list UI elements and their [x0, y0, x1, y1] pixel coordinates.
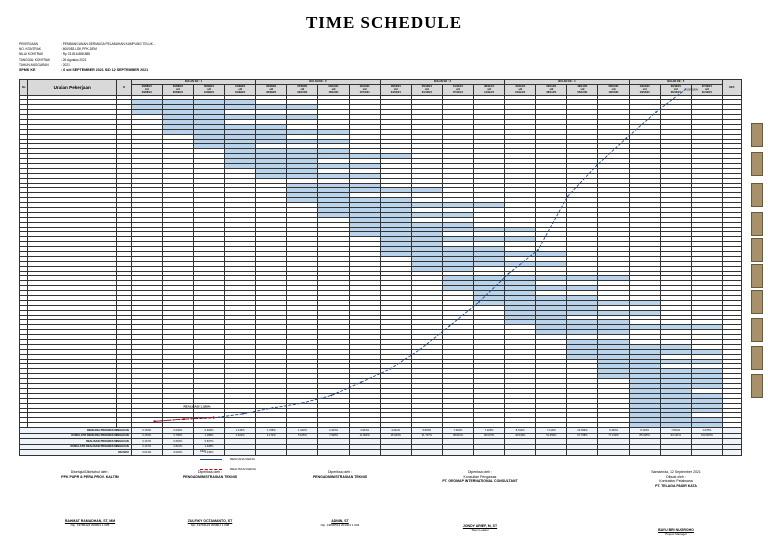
- signature-role: Diperiksa oleh :: [327, 470, 353, 474]
- meta-value: : 600/083.LDK.PPK-DEM: [61, 47, 97, 52]
- signature-nip: Nip. 19830513 201001 1 004: [320, 523, 360, 528]
- week-line: 26/09/21: [266, 91, 277, 95]
- summary-value: 93.141%: [660, 433, 691, 439]
- meta-key: TANGGAL KONTRAK: [19, 57, 51, 62]
- summary-value: 0.654%: [162, 439, 193, 445]
- summary-value: 0.139%: [193, 450, 224, 456]
- signature-org-line: Kontraktor Pelaksana: [659, 479, 693, 484]
- page-title: TIME SCHEDULE: [305, 13, 463, 32]
- summary-value: [629, 450, 660, 456]
- week-header: [567, 84, 598, 95]
- week-header: [474, 84, 505, 95]
- margin-tab: [751, 238, 763, 262]
- week-line: s/d: [269, 88, 274, 92]
- week-header: [287, 84, 318, 95]
- week-line: 24/10/21: [390, 91, 401, 95]
- week-line: 04/10/21: [328, 84, 339, 88]
- week-line: 18/10/21: [390, 84, 401, 88]
- signature-org: PENGADMINISTRASIAN TEKNIS: [312, 474, 368, 479]
- month-header: BULAN KE : 1: [131, 80, 255, 85]
- summary-value: 36.037%: [474, 433, 505, 439]
- week-line: 13/12/21: [639, 84, 650, 88]
- signature-nip: Project Manager: [664, 532, 687, 537]
- week-line: 26/12/21: [670, 91, 681, 95]
- week-line: 20/09/21: [266, 84, 277, 88]
- summary-value: 51.659%: [536, 433, 567, 439]
- summary-value: 16.099%: [567, 428, 598, 434]
- week-line: s/d: [144, 88, 149, 92]
- margin-tab: [751, 290, 763, 314]
- summary-value: 0.795%: [162, 433, 193, 439]
- summary-value: [380, 450, 411, 456]
- summary-value: [442, 450, 473, 456]
- summary-row: [20, 450, 742, 456]
- month-header: BULAN KE : 3: [380, 80, 504, 85]
- summary-value: 9.452%: [598, 428, 629, 434]
- week-line: s/d: [393, 88, 398, 92]
- signature-space: [420, 484, 540, 524]
- signature-name: BAYU BRI NUGROHO: [658, 528, 694, 533]
- summary-value: [318, 450, 349, 456]
- legend-rencana-label: RENCANA KERJA: [230, 457, 256, 461]
- month-header: BULAN KE : 4: [505, 80, 629, 85]
- meta-key: NILAI KONTRAK: [19, 52, 44, 57]
- summary-value: 100.000%: [691, 433, 722, 439]
- week-line: 29/08/21: [141, 91, 152, 95]
- signature-space: [150, 479, 270, 519]
- signature-name: JONDY ARIEF, M, ST: [462, 523, 498, 528]
- summary-value: 8.115%: [629, 428, 660, 434]
- week-line: s/d: [176, 88, 180, 92]
- week-line: 10/10/21: [328, 91, 339, 95]
- schedule-table: [19, 79, 742, 456]
- summary-value: 0.642%: [162, 428, 193, 434]
- week-header: [691, 84, 722, 95]
- margin-tab: [751, 183, 763, 207]
- signature-org-line: Dibuat oleh :: [666, 474, 686, 479]
- summary-value: 0.153%: [131, 433, 162, 439]
- week-header: [349, 84, 380, 95]
- summary-value: 7.226%: [474, 428, 505, 434]
- week-line: 05/09/21: [172, 91, 183, 95]
- week-header: [131, 84, 162, 95]
- col-ket-header: KET.: [722, 80, 741, 96]
- week-line: 22/11/21: [546, 84, 557, 88]
- summary-value: 44.549%: [505, 433, 536, 439]
- week-line: 14/11/21: [484, 91, 495, 95]
- week-header: [193, 84, 224, 95]
- month-header: BULAN KE : 2: [256, 80, 380, 85]
- signature-role: Diperiksa oleh :: [197, 470, 223, 474]
- week-line: s/d: [580, 88, 585, 92]
- signature-org: PPK PUPR & PERA PROV. KALTIM: [61, 474, 119, 479]
- week-line: 12/09/21: [203, 91, 215, 95]
- legend-realisasi-label: REALISASI KERJA: [230, 467, 257, 471]
- summary-value: 8.512%: [505, 428, 536, 434]
- summary-value: 7.816%: [660, 428, 691, 434]
- col-pct-header: %: [117, 80, 132, 96]
- signature-nip: Team Leader: [471, 527, 489, 532]
- summary-value: 77.210%: [598, 433, 629, 439]
- signature: [420, 470, 540, 532]
- summary-value: 0.167%: [131, 444, 162, 450]
- summary-value: 7.064%: [442, 428, 473, 434]
- meta-key: PEKERJAAN: [19, 42, 38, 46]
- signature-name: ZULFIKY OCTAMANTO, ST: [187, 519, 233, 524]
- meta-key: SPMK KE: [19, 68, 36, 73]
- summary-ket: [722, 450, 741, 456]
- meta-value: : 2021: [61, 62, 70, 67]
- week-line: 01/11/21: [452, 84, 463, 88]
- summary-value: 1.328%: [193, 444, 224, 450]
- signature: [280, 470, 400, 527]
- week-header: [442, 84, 473, 95]
- signature-nip: Nip. 19791123 200801 1 008: [190, 523, 230, 528]
- week-line: s/d: [456, 88, 460, 92]
- margin-tab: [751, 264, 763, 288]
- summary-value: 2.323%: [318, 428, 349, 434]
- summary-value: 0.026%: [162, 450, 193, 456]
- signature-org-line: Konsultan Pengawas: [463, 474, 497, 479]
- week-line: 30/08/21: [172, 84, 183, 88]
- margin-tab: [751, 123, 763, 147]
- signature-space: [30, 479, 150, 519]
- summary-value: 0.167%: [131, 439, 162, 445]
- week-line: 17/10/21: [359, 91, 370, 95]
- meta-value: : Rp 23.816.888.888: [61, 52, 90, 57]
- summary-label: DEVIASI: [20, 450, 132, 456]
- signature-space: [616, 488, 736, 528]
- week-line: 31/10/21: [421, 91, 432, 95]
- summary-value: 7.110%: [536, 428, 567, 434]
- signature-nip: Nip. 19780424 200801 1 005: [70, 523, 110, 528]
- summary-value: 7.938%: [318, 433, 349, 439]
- week-line: 08/11/21: [484, 84, 495, 88]
- summary-value: [474, 450, 505, 456]
- meta-value: : 26 Agustus 2021: [61, 57, 87, 62]
- week-line: 15/11/21: [515, 84, 526, 88]
- signature: [616, 470, 736, 536]
- meta-value: : PEMBANGUNAN DERMAGA PELABUHAN KAMPUNG TELUK...: [61, 42, 156, 46]
- margin-tab: [751, 374, 763, 398]
- margin-tab: [751, 318, 763, 342]
- week-line: 12/12/21: [608, 91, 619, 95]
- plan-end-label: 100.000%: [686, 88, 699, 92]
- margin-tab: [751, 152, 763, 176]
- margin-tab: [751, 212, 763, 236]
- week-header: [411, 84, 442, 95]
- week-line: 20/12/21: [670, 84, 681, 88]
- signature-org: PT. TELAGA PASIR KATA: [655, 483, 697, 488]
- week-header: [225, 84, 256, 95]
- summary-value: 3.964%: [349, 428, 380, 434]
- summary-value: 5.615%: [287, 433, 318, 439]
- week-header: [505, 84, 536, 95]
- meta-key: NO. KONTRAK: [19, 47, 41, 52]
- week-line: 19/09/21: [235, 91, 246, 95]
- week-header: [318, 84, 349, 95]
- summary-value: 4.042%: [380, 428, 411, 434]
- week-line: 06/12/21: [608, 84, 619, 88]
- summary-value: 0.507%: [193, 439, 224, 445]
- week-line: s/d: [642, 88, 647, 92]
- week-header: [380, 84, 411, 95]
- signature-role: Samarinda, 12 September 2021: [651, 470, 701, 474]
- signature-org: PT. GEOMAP INTERNATIONAL CONSULTANT: [442, 479, 518, 484]
- signature: [30, 470, 150, 527]
- week-line: 25/10/21: [421, 84, 432, 88]
- summary-value: [660, 450, 691, 456]
- week-line: s/d: [549, 88, 554, 92]
- summary-value: [349, 450, 380, 456]
- summary-value: [567, 450, 598, 456]
- summary-value: [411, 450, 442, 456]
- col-uraian-header: Uraian Pekerjaan: [28, 80, 117, 96]
- summary-value: 0.821%: [162, 444, 193, 450]
- meta-row: [19, 68, 221, 73]
- week-line: 19/12/21: [639, 91, 650, 95]
- week-header: [660, 84, 691, 95]
- summary-value: [505, 450, 536, 456]
- summary-value: 5.803%: [411, 428, 442, 434]
- signature-name: RAHMAT RAMADHAN, ST, MM: [64, 519, 116, 524]
- week-line: 11/10/21: [359, 84, 370, 88]
- summary-value: [536, 450, 567, 456]
- summary-value: [256, 450, 287, 456]
- summary-value: 67.758%: [567, 433, 598, 439]
- week-line: s/d: [611, 88, 616, 92]
- summary-label: RENCANA PROGRES MINGGUAN: [20, 428, 132, 434]
- margin-tab: [751, 346, 763, 370]
- summary-value: 2.404%: [225, 433, 256, 439]
- signature-name: ADNIN, ST: [331, 519, 349, 524]
- summary-value: 85.325%: [629, 433, 660, 439]
- summary-value: 1.443%: [287, 428, 318, 434]
- week-line: 27/12/21: [701, 84, 712, 88]
- week-header: [629, 84, 660, 95]
- week-line: s/d: [300, 88, 305, 92]
- realisasi-callout: REALISASI 1.328%: [183, 404, 211, 409]
- signature-space: [280, 479, 400, 519]
- meta-value: : 6 s/d SEPTEMBER 2021 S/D 12 SEPTEMBER 2021: [61, 68, 149, 73]
- week-line: 27/09/21: [297, 84, 308, 88]
- week-header: [256, 84, 287, 95]
- summary-label: KUMULATIF RENCANA PROGRES MINGGUAN: [20, 433, 132, 439]
- summary-value: 4.172%: [256, 433, 287, 439]
- signature-role: Disetujui/Diketahui oleh :: [70, 470, 110, 474]
- week-line: 21/11/21: [515, 91, 526, 95]
- week-line: s/d: [362, 88, 367, 92]
- summary-value: 28.811%: [442, 433, 473, 439]
- summary-value: 1.768%: [256, 428, 287, 434]
- legend-ket: KET :: [200, 449, 208, 453]
- signature-role: Diperiksa oleh :: [467, 470, 493, 474]
- week-line: 07/11/21: [452, 91, 463, 95]
- week-line: s/d: [238, 88, 243, 92]
- summary-value: [691, 450, 722, 456]
- week-header: [536, 84, 567, 95]
- summary-value: 0.153%: [131, 428, 162, 434]
- legend-rencana: [200, 457, 256, 461]
- summary-value: [287, 450, 318, 456]
- summary-value: 1.189%: [193, 433, 224, 439]
- week-line: s/d: [331, 88, 336, 92]
- summary-value: 1.078%: [691, 428, 722, 434]
- week-line: s/d: [487, 88, 491, 92]
- week-line: 05/12/21: [577, 91, 588, 95]
- col-no-header: No: [20, 80, 28, 96]
- summary-value: 1.215%: [225, 428, 256, 434]
- summary-value: 21.747%: [411, 433, 442, 439]
- week-line: 06/09/21: [203, 84, 215, 88]
- week-line: 03/10/21: [297, 91, 308, 95]
- week-line: s/d: [207, 88, 211, 92]
- week-line: s/d: [518, 88, 523, 92]
- meta-key: TAHUN ANGGARAN: [19, 62, 49, 67]
- summary-value: 0.014%: [131, 450, 162, 456]
- summary-value: 15.944%: [380, 433, 411, 439]
- week-line: 31/12/21: [701, 91, 712, 95]
- week-line: 26/08/21: [141, 84, 152, 88]
- week-line: s/d: [673, 88, 678, 92]
- summary-value: [598, 450, 629, 456]
- week-header: [162, 84, 193, 95]
- week-line: 28/11/21: [546, 91, 557, 95]
- summary-label: REALISASI PROGRES MINGGUAN: [20, 439, 132, 445]
- week-line: 29/11/21: [577, 84, 588, 88]
- week-line: s/d: [705, 88, 709, 92]
- week-line: 13/09/21: [235, 84, 246, 88]
- signature: [150, 470, 270, 527]
- week-header: [598, 84, 629, 95]
- summary-value: 0.394%: [193, 428, 224, 434]
- signature-org: PENGADMINISTRASIAN TEKNIS: [182, 474, 238, 479]
- summary-label: KUMULATIF REALISASI PROGRES MINGGUAN: [20, 444, 132, 450]
- month-header: BULAN KE : 5: [629, 80, 722, 85]
- summary-value: 11.902%: [349, 433, 380, 439]
- week-line: s/d: [424, 88, 429, 92]
- project-meta: [19, 42, 221, 73]
